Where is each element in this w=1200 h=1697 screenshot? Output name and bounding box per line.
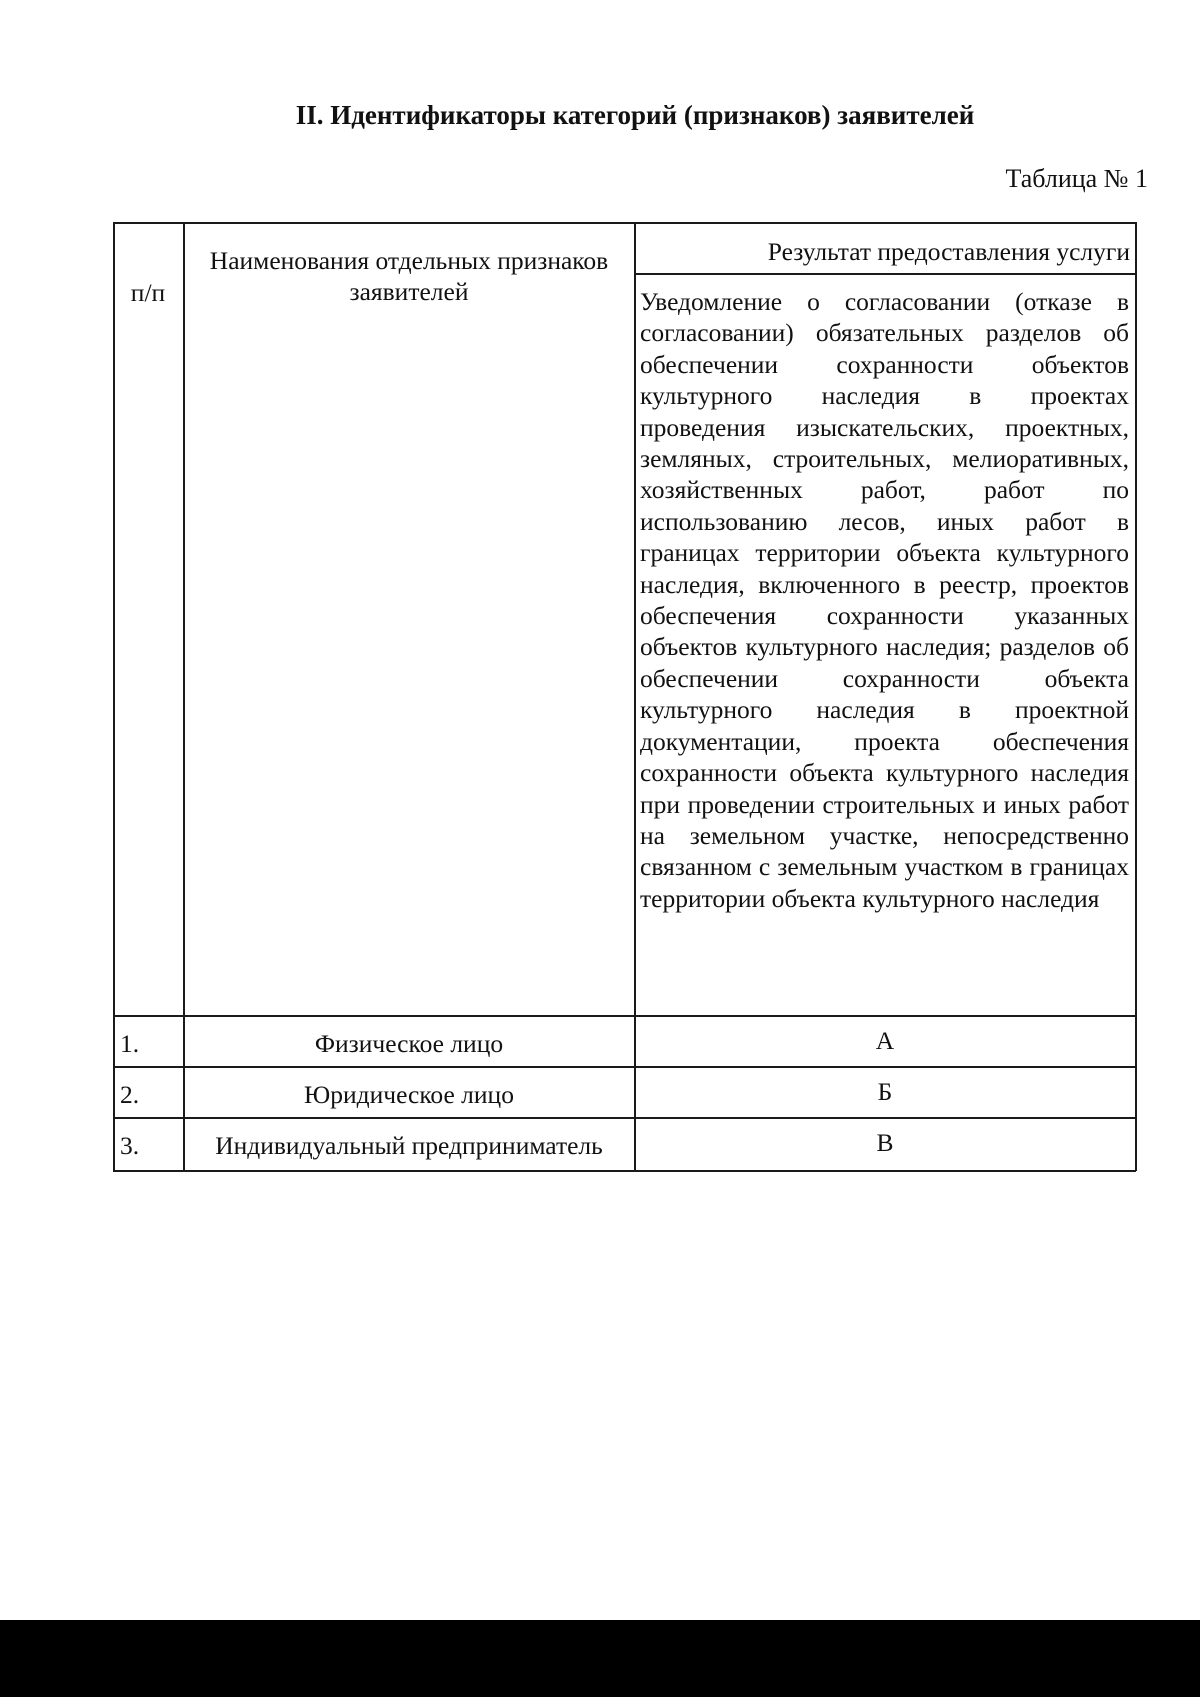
row-1-name: Физическое лицо [314, 1029, 504, 1058]
row-2-number: 2. [120, 1080, 140, 1109]
result-description: Уведомление о согласовании (отказе в согласовании) обязательных разделов об обеспечении сохранности объектов культурного наследия в проектах проведения изыскательских, проектных, земляных, строительных, мелиоративных, хозяйственных работ, работ по использованию лесов, иных работ в границах территории объекта культурного наследия, включенного в реестр, проектов обеспечения сохранности указанных объектов культурного наследия; разделов об обеспечении сохранности объекта культурного наследия в проектной документации, проекта обеспечения сохранности объекта культурного наследия при проведении строительных и иных работ на земельном участке, непосредственно связанном с земельным участком в границах территории объекта культурного наследия [640, 287, 1129, 913]
row-1-bottom-border [113, 1066, 1136, 1068]
header-bottom-border [113, 1015, 1136, 1017]
row-2-bottom-border [113, 1117, 1136, 1119]
table-number-label: Таблица № 1 [1005, 164, 1148, 193]
header-result: Результат предоставления услуги [767, 237, 1130, 266]
row-3-name: Индивидуальный предприниматель [215, 1131, 603, 1160]
result-header-divider [634, 273, 1136, 275]
table-left-border [113, 222, 115, 1171]
row-1-code: А [875, 1026, 895, 1055]
document-title: II. Идентификаторы категорий (признаков) заявителей [295, 100, 975, 130]
row-2-name: Юридическое лицо [304, 1080, 514, 1109]
header-name: Наименования отдельных признаков заявителей [209, 246, 609, 306]
header-number: п/п [130, 278, 166, 307]
row-3-code: В [876, 1128, 894, 1157]
row-2-code: Б [877, 1077, 893, 1106]
table-right-border [1135, 222, 1137, 1171]
scan-border [0, 1620, 1200, 1697]
table-bottom-border [113, 1170, 1136, 1172]
row-3-number: 3. [120, 1131, 140, 1160]
table-top-border [113, 222, 1136, 224]
row-1-number: 1. [120, 1029, 140, 1058]
